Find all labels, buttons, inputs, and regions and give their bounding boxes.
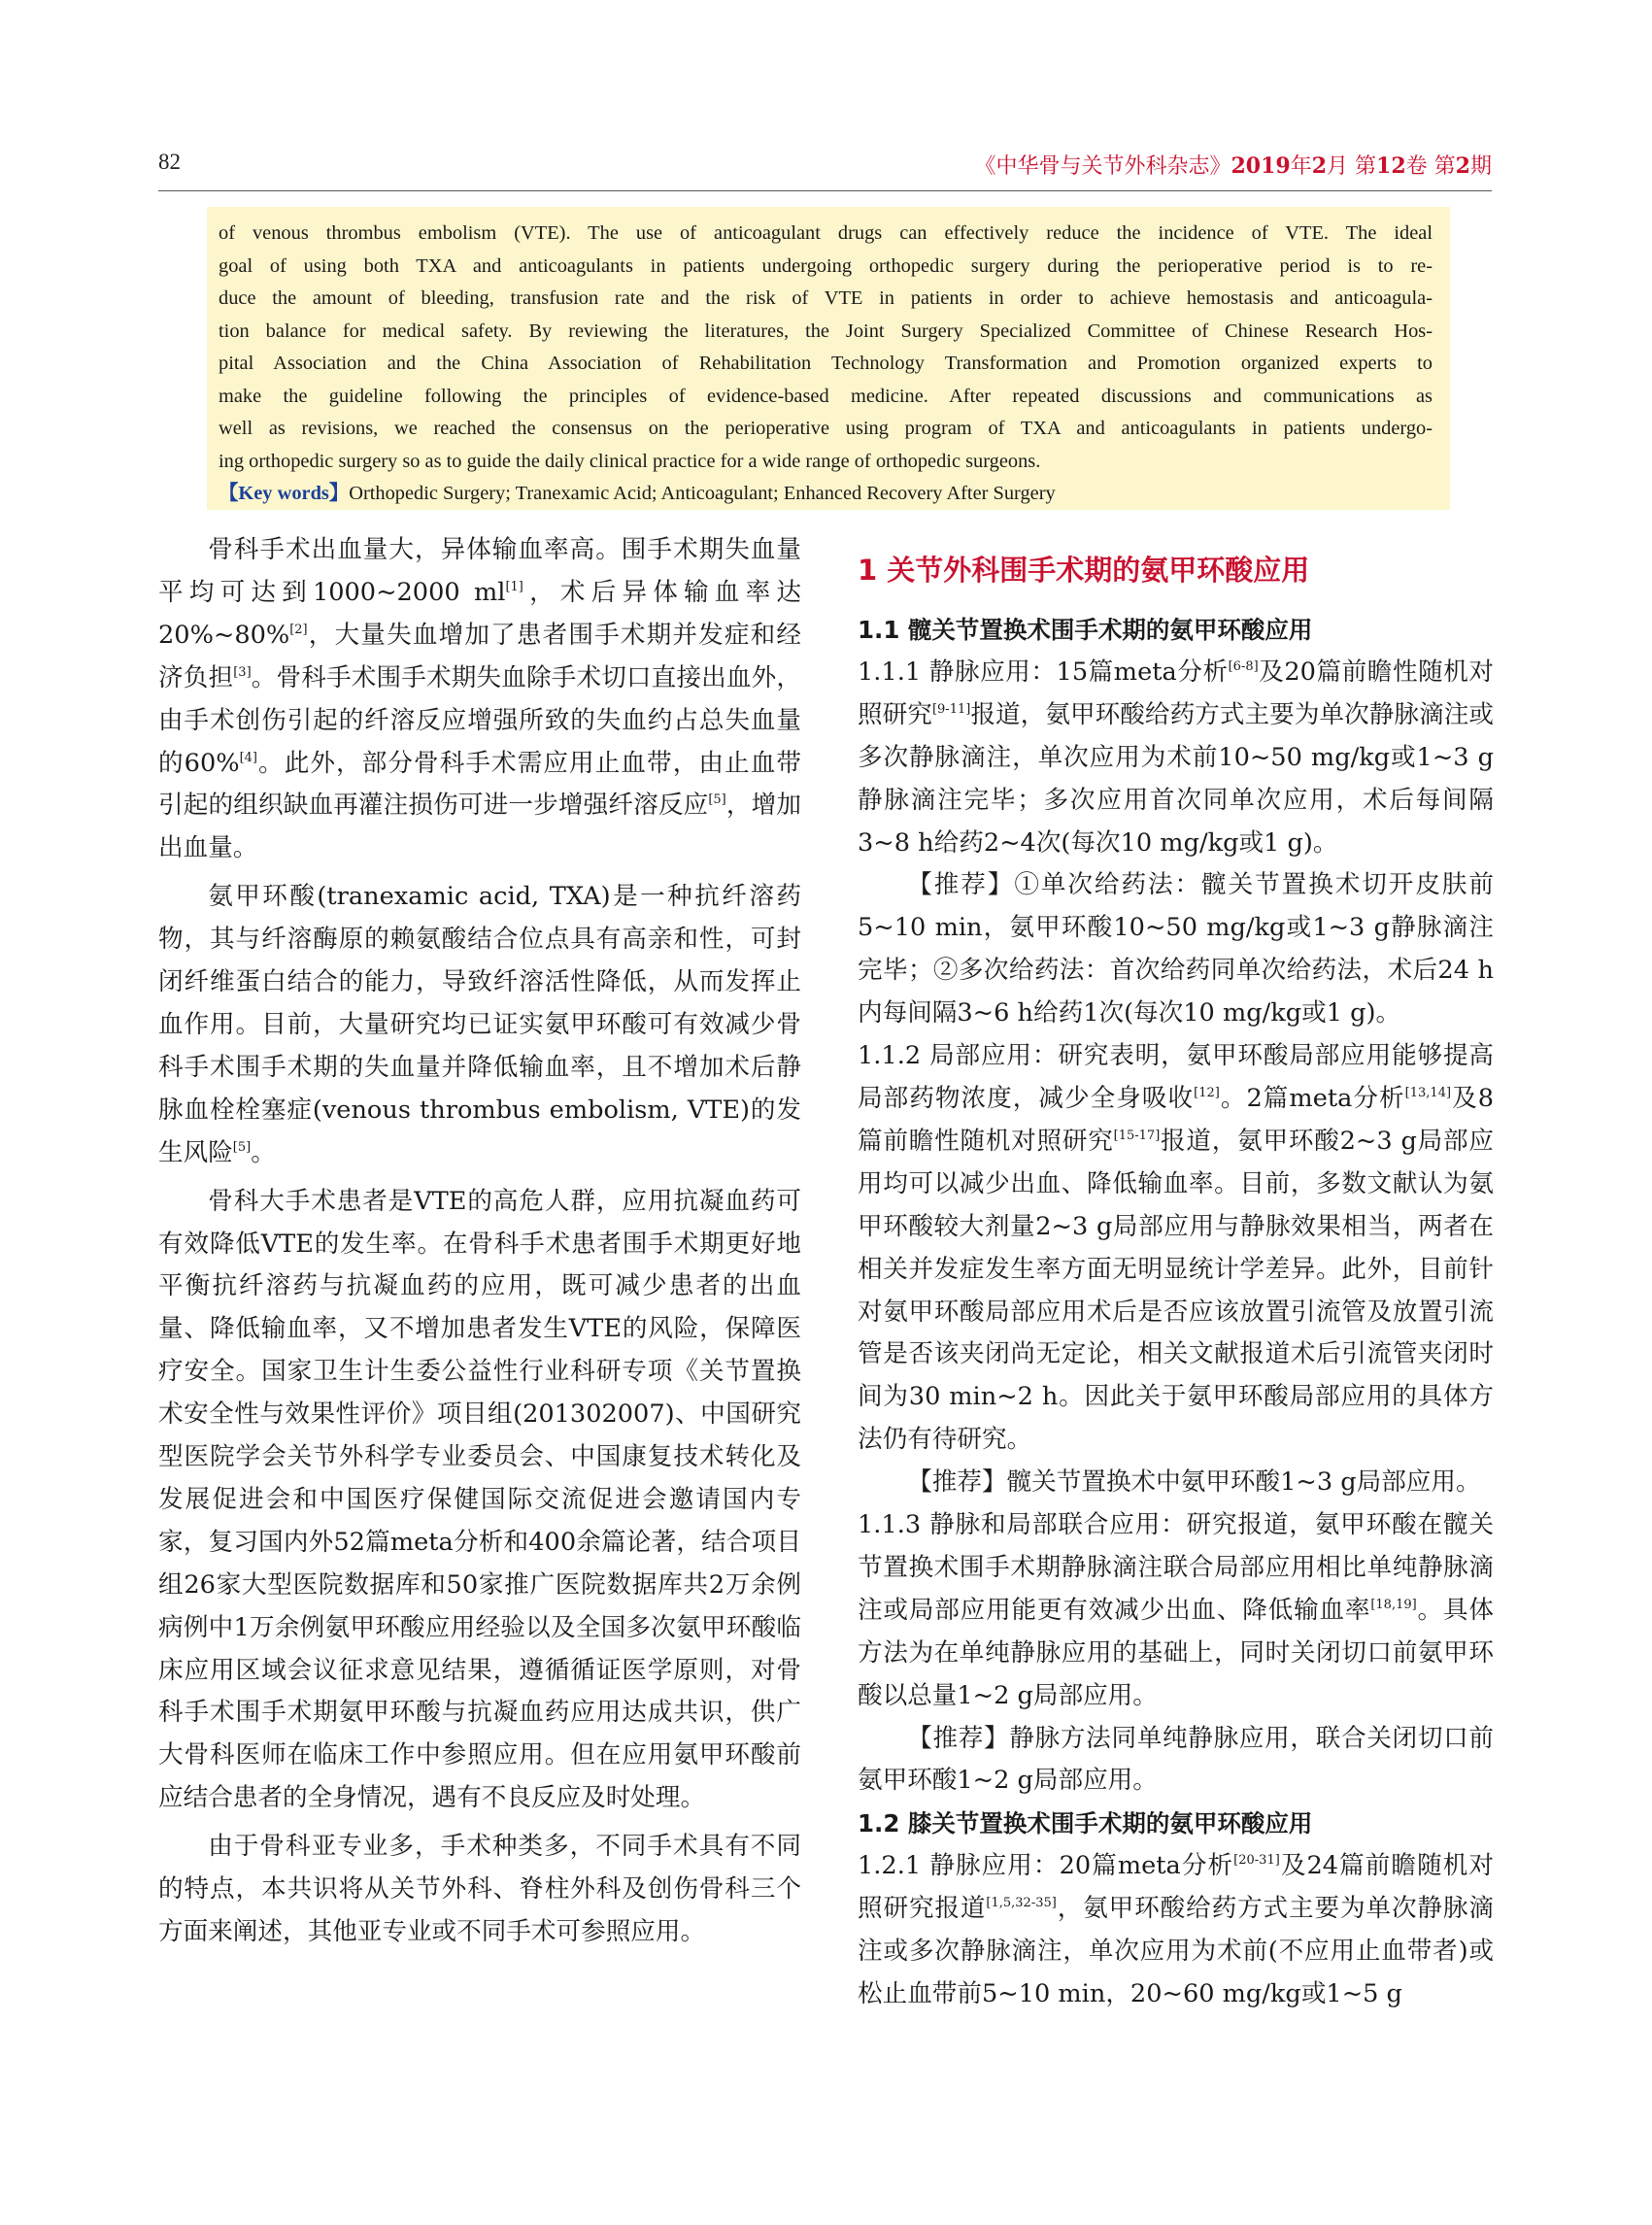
recommendation-1: 【推荐】①单次给药法：髋关节置换术切开皮肤前5~10 min，氨甲环酸10~50 mg/kg或1~3 g静脉滴注完毕；②多次给药法：首次给药同单次给药法，术后24 h内每间隔3~6 h给药1次(每次10 mg/kg或1 g)。 [858, 870, 1494, 1028]
abstract-line: of venous thrombus embolism (VTE). The use of anticoagulant drugs can effectively reduce the incidence of VTE. The ideal [219, 222, 1433, 244]
citation: [15-17] [1113, 1128, 1161, 1143]
citation: [13,14] [1404, 1085, 1452, 1100]
citation: [5] [232, 1139, 252, 1155]
abstract-line: ing orthopedic surgery so as to guide the daily clinical practice for a wide range of orthopedic surgeons. [219, 450, 1041, 472]
keywords-label: 【Key words】 [219, 483, 350, 504]
journal-volume: 12 [1376, 153, 1406, 179]
subsection-heading-1-2: 1.2 膝关节置换术围手术期的氨甲环酸应用 [858, 1809, 1313, 1838]
citation: [5] [708, 792, 726, 808]
right-column [858, 529, 1494, 2016]
journal-issue: 2 [1455, 153, 1470, 179]
citation: [18,19] [1370, 1597, 1417, 1612]
keywords-text: Orthopedic Surgery; Tranexamic Acid; Anticoagulant; Enhanced Recovery After Surgery [349, 483, 1056, 504]
journal-title: 《中华骨与关节外科杂志》 [974, 154, 1231, 179]
abstract-line: make the guideline following the principles of evidence-based medicine. After repeated discussions and communications as [219, 385, 1433, 407]
intro-paragraph-3: 骨科大手术患者是VTE的高危人群，应用抗凝血药可有效降低VTE的发生率。在骨科手术患者围手术期更好地平衡抗纤溶药与抗凝血药的应用，既可减少患者的出血量、降低输血率，又不增加患者发生VTE的风险，保障医疗安全。国家卫生计生委公益性行业科研专项《关节置换术安全性与效果性评价》项目组(201302007)、中国研究型医院学会关节外科学专业委员会、中国康复技术转化及发展促进会和中国医疗保健国际交流促进会邀请国内专家，复习国内外52篇meta分析和400余篇论著，结合项目组26家大型医院数据库和50家推广医院数据库共2万余例病例中1万余例氨甲环酸应用经验以及全国多次氨甲环酸临床应用区域会议征求意见结果，遵循循证医学原则，对骨科手术围手术期氨甲环酸与抗凝血药应用达成共识，供广大骨科医师在临床工作中参照应用。但在应用氨甲环酸前应结合患者的全身情况，遇有不良反应及时处理。 [158, 1186, 801, 1813]
recommendation-3: 【推荐】静脉方法同单纯静脉应用，联合关闭切口前氨甲环酸1~2 g局部应用。 [858, 1723, 1494, 1796]
citation: [9-11] [931, 701, 971, 717]
abstract-line: tion balance for medical safety. By reviewing the literatures, the Joint Surgery Specialized Committee of Chinese Research Hos- [219, 320, 1433, 342]
intro-paragraph-4: 由于骨科亚专业多，手术种类多，不同手术具有不同的特点，本共识将从关节外科、脊柱外科及创伤骨科三个方面来阐述，其他亚专业或不同手术可参照应用。 [158, 1832, 801, 1946]
journal-month: 2 [1311, 153, 1328, 179]
page-number: 82 [158, 150, 181, 174]
intro-paragraph-1: 骨科手术出血量大，异体输血率高。围手术期失血量平均可达到1000~2000 ml[1]，术后异体输血率达20%~80%[2]，大量失血增加了患者围手术期并发症和经济负担[3]。骨科手术围手术期失血除手术切口直接出血外，由手术创伤引起的纤溶反应增强所致的失血约占总失血量的60%[4]。此外，部分骨科手术需应用止血带，由止血带引起的组织缺血再灌注损伤可进一步增强纤溶反应[5]，增加出血量。 [158, 535, 801, 863]
keywords-row [219, 478, 1433, 511]
abstract-line: goal of using both TXA and anticoagulants in patients undergoing orthopedic surgery during the perioperative period is to re- [219, 254, 1433, 277]
header-rule [158, 190, 1492, 191]
paragraph-1-2-1: 1.2.1 静脉应用：20篇meta分析[20-31]及24篇前瞻随机对照研究报道[1,5,32-35]，氨甲环酸给药方式主要为单次静脉滴注或多次静脉滴注，单次应用为术前(不应用止血带者)或松止血带前5~10 min，20~60 mg/kg或1~5 g [858, 1851, 1494, 2008]
citation: [20-31] [1233, 1853, 1280, 1869]
citation: [4] [239, 750, 257, 765]
citation: [3] [233, 664, 252, 680]
paragraph-1-1-2: 1.1.2 局部应用：研究表明，氨甲环酸局部应用能够提高局部药物浓度，减少全身吸收[12]。2篇meta分析[13,14]及8篇前瞻性随机对照研究[15-17]报道，氨甲环酸2~3 g局部应用均可以减少出血、降低输血率。目前，多数文献认为氨甲环酸较大剂量2~3 g局部应用与静脉效果相当，两者在相关并发症发生率方面无明显统计学差异。此外，目前针对氨甲环酸局部应用术后是否应该放置引流管及放置引流管是否该夹闭尚无定论，相关文献报道术后引流管夹闭时间为30 min~2 h。因此关于氨甲环酸局部应用的具体方法仍有待研究。 [858, 1041, 1494, 1455]
section-heading-1: 1 关节外科围手术期的氨甲环酸应用 [858, 554, 1310, 587]
abstract-line: well as revisions, we reached the consensus on the perioperative using program of TXA and anticoagulants in patients undergo- [219, 418, 1433, 439]
left-column [158, 529, 801, 1954]
paragraph-1-1-3: 1.1.3 静脉和局部联合应用：研究报道，氨甲环酸在髋关节置换术围手术期静脉滴注联合局部应用相比单纯静脉滴注或局部应用能更有效减少出血、降低输血率[18,19]。具体方法为在单纯静脉应用的基础上，同时关闭切口前氨甲环酸以总量1~2 g局部应用。 [858, 1510, 1494, 1710]
citation: [2] [289, 622, 308, 637]
running-header [158, 146, 1492, 185]
journal-year: 2019 [1231, 153, 1291, 179]
citation: [1,5,32-35] [986, 1896, 1057, 1911]
paragraph-1-1-1: 1.1.1 静脉应用：15篇meta分析[6-8]及20篇前瞻性随机对照研究[9-11]报道，氨甲环酸给药方式主要为单次静脉滴注或多次静脉滴注，单次应用为术前10~50 mg/kg或1~3 g静脉滴注完毕；多次应用首次同单次应用，术后每间隔3~8 h给药2~4次(每次10 mg/kg或1 g)。 [858, 657, 1494, 858]
intro-paragraph-2: 氨甲环酸(tranexamic acid, TXA)是一种抗纤溶药物，其与纤溶酶原的赖氨酸结合位点具有高亲和性，可封闭纤维蛋白结合的能力，导致纤溶活性降低，从而发挥止血作用。目前，大量研究均已证实氨甲环酸可有效减少骨科手术围手术期的失血量并降低输血率，且不增加术后静脉血栓栓塞症(venous thrombus embolism, VTE)的发生风险[5]。 [158, 882, 801, 1167]
recommendation-2: 【推荐】髋关节置换术中氨甲环酸1~3 g局部应用。 [907, 1467, 1481, 1498]
abstract-line: duce the amount of bleeding, transfusion rate and the risk of VTE in patients in order to achieve hemostasis and anticoagula- [219, 287, 1433, 309]
abstract-box [207, 207, 1450, 510]
journal-citation: 《中华骨与关节外科杂志》2019年2月 第12卷 第2期 [974, 153, 1492, 179]
citation: [1] [505, 579, 523, 594]
citation: [6-8] [1228, 658, 1259, 674]
citation: [12] [1194, 1085, 1220, 1100]
subsection-heading-1-1: 1.1 髋关节置换术围手术期的氨甲环酸应用 [858, 616, 1313, 644]
abstract-line: pital Association and the China Association of Rehabilitation Technology Transformation and Promotion organized experts to [219, 353, 1433, 374]
